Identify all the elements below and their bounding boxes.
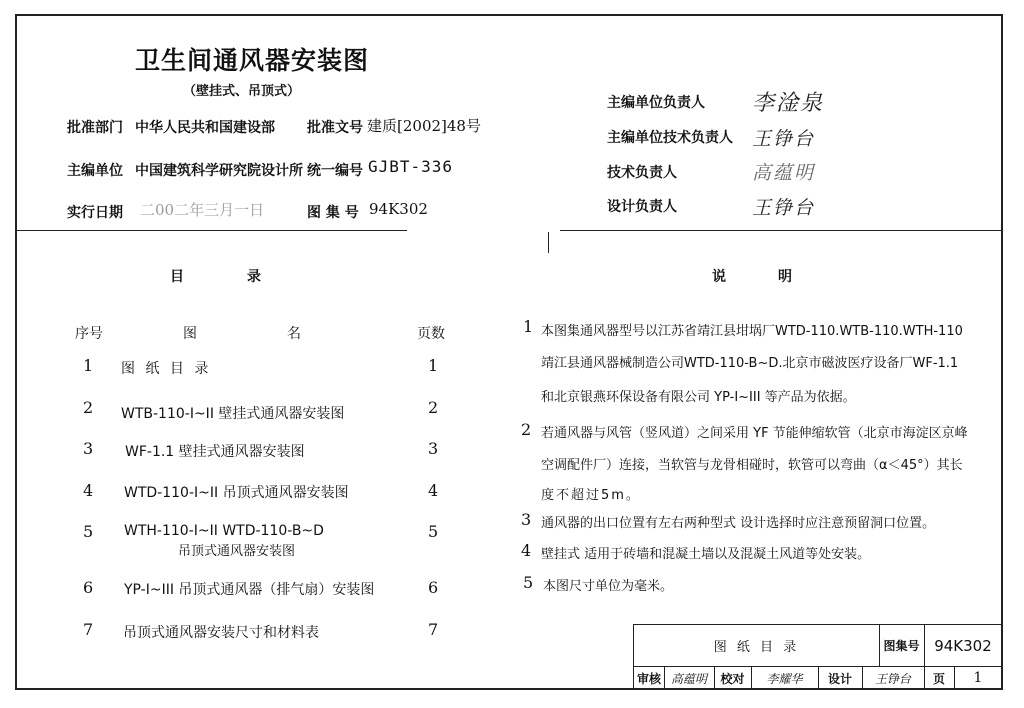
signature: 李淦泉 <box>752 91 825 116</box>
index-row-no: 1 <box>83 356 94 375</box>
title-block-review-label: 审核 <box>636 671 661 686</box>
index-col-name-left: 图 <box>183 326 197 342</box>
index-row-page: 1 <box>428 356 439 375</box>
responsible-role: 技术负责人 <box>607 165 677 181</box>
index-row-name: WTD-110-I~II 吊顶式通风器安装图 <box>124 485 349 501</box>
title-block-page-no: 1 <box>973 670 983 686</box>
index-row-no: 3 <box>83 439 94 458</box>
index-row-page: 4 <box>428 481 439 500</box>
note-line: 通风器的出口位置有左右两种型式 设计选择时应注意预留洞口位置。 <box>541 516 936 531</box>
index-row-name: WTB-110-I~II 壁挂式通风器安装图 <box>121 406 345 422</box>
note-line: 靖江县通风器械制造公司WTD-110-B~D.北京市磁波医疗设备厂WF-1.1 <box>541 356 959 371</box>
signature: 王铮台 <box>752 197 816 219</box>
title-block-check-signature: 李耀华 <box>766 671 803 686</box>
notes-heading-left: 说 <box>712 269 726 285</box>
document-title: 卫生间通风器安装图 <box>135 46 370 75</box>
title-block-design-label: 设计 <box>827 671 852 686</box>
unified-no-value: GJBT-336 <box>368 157 454 176</box>
responsible-role: 主编单位技术负责人 <box>607 130 733 146</box>
signature: 高蕴明 <box>752 162 816 184</box>
note-line: 度不超过5m。 <box>541 488 641 503</box>
index-col-name-right: 名 <box>287 326 301 342</box>
index-row-name: 吊顶式通风器安装尺寸和材料表 <box>123 625 319 641</box>
signature: 王铮台 <box>752 128 816 150</box>
editor-unit-label: 主编单位 <box>67 163 123 179</box>
unified-no-label: 统一编号 <box>307 163 363 179</box>
index-row-name: WF-1.1 壁挂式通风器安装图 <box>125 444 305 460</box>
index-row-no: 4 <box>83 481 94 500</box>
index-row-no: 5 <box>83 522 94 541</box>
title-block-page-label: 页 <box>932 671 945 686</box>
note-number: 1 <box>523 317 534 336</box>
title-block-atlas-label: 图集号 <box>883 639 920 653</box>
note-line: 空调配件厂）连接，当软管与龙骨相碰时，软管可以弯曲（α＜45°）其长 <box>541 458 963 473</box>
note-number: 2 <box>521 420 532 439</box>
header-divider-left <box>17 230 407 231</box>
index-col-no: 序号 <box>75 326 103 342</box>
note-number: 5 <box>523 573 534 592</box>
note-number: 3 <box>521 510 532 529</box>
index-heading-left: 目 <box>170 269 184 285</box>
title-block-design-signature: 王铮台 <box>874 671 911 686</box>
approval-doc-value: 建质[2002]48号 <box>367 117 481 135</box>
note-line: 若通风器与风管（竖风道）之间采用 YF 节能伸缩软管（北京市海淀区京峰 <box>541 426 968 441</box>
notes-heading-right: 明 <box>778 269 792 285</box>
index-col-page: 页数 <box>417 326 445 342</box>
note-line: 本图尺寸单位为毫米。 <box>543 579 674 594</box>
index-row-page: 3 <box>428 439 439 458</box>
index-row-name: YP-I~III 吊顶式通风器（排气扇）安装图 <box>124 582 375 598</box>
index-row-name-line2: 吊顶式通风器安装图 <box>178 544 296 559</box>
index-row-page: 6 <box>428 578 439 597</box>
effective-date-label: 实行日期 <box>67 205 123 221</box>
approval-doc-label: 批准文号 <box>307 120 363 136</box>
note-line: 本图集通风器型号以江苏省靖江县坩埚厂WTD-110.WTB-110.WTH-110 <box>541 324 963 339</box>
title-block-drawing-name: 图 纸 目 录 <box>713 640 800 655</box>
note-line: 和北京银燕环保设备有限公司 YP-I~III 等产品为依据。 <box>541 390 856 405</box>
approval-dept-value: 中华人民共和国建设部 <box>135 120 275 136</box>
responsible-role: 设计负责人 <box>607 199 677 215</box>
header-divider-right <box>560 230 1001 231</box>
approval-dept-label: 批准部门 <box>67 120 123 136</box>
index-row-no: 2 <box>83 398 94 417</box>
index-row-name: WTH-110-I~II WTD-110-B~D <box>124 523 324 539</box>
atlas-no-value: 94K302 <box>369 200 428 218</box>
note-number: 4 <box>521 541 532 560</box>
index-row-no: 6 <box>83 578 94 597</box>
index-row-page: 5 <box>428 522 439 541</box>
column-divider-tick <box>548 232 549 253</box>
title-block-atlas-no: 94K302 <box>934 636 992 655</box>
index-row-page: 2 <box>428 398 439 417</box>
document-subtitle: （壁挂式、吊顶式） <box>183 84 301 99</box>
index-row-no: 7 <box>83 620 94 639</box>
title-block-check-label: 校对 <box>720 671 745 686</box>
index-row-page: 7 <box>428 620 439 639</box>
responsible-role: 主编单位负责人 <box>607 95 705 111</box>
index-row-name: 图 纸 目 录 <box>121 361 212 377</box>
atlas-no-label: 图 集 号 <box>307 205 359 221</box>
effective-date-value: 二00二年三月一日 <box>140 201 265 219</box>
index-heading-right: 录 <box>247 269 261 285</box>
title-block <box>633 624 1002 689</box>
note-line: 壁挂式 适用于砖墙和混凝土墙以及混凝土风道等处安装。 <box>541 547 871 562</box>
title-block-review-signature: 高蕴明 <box>670 671 707 686</box>
editor-unit-value: 中国建筑科学研究院设计所 <box>135 163 303 179</box>
